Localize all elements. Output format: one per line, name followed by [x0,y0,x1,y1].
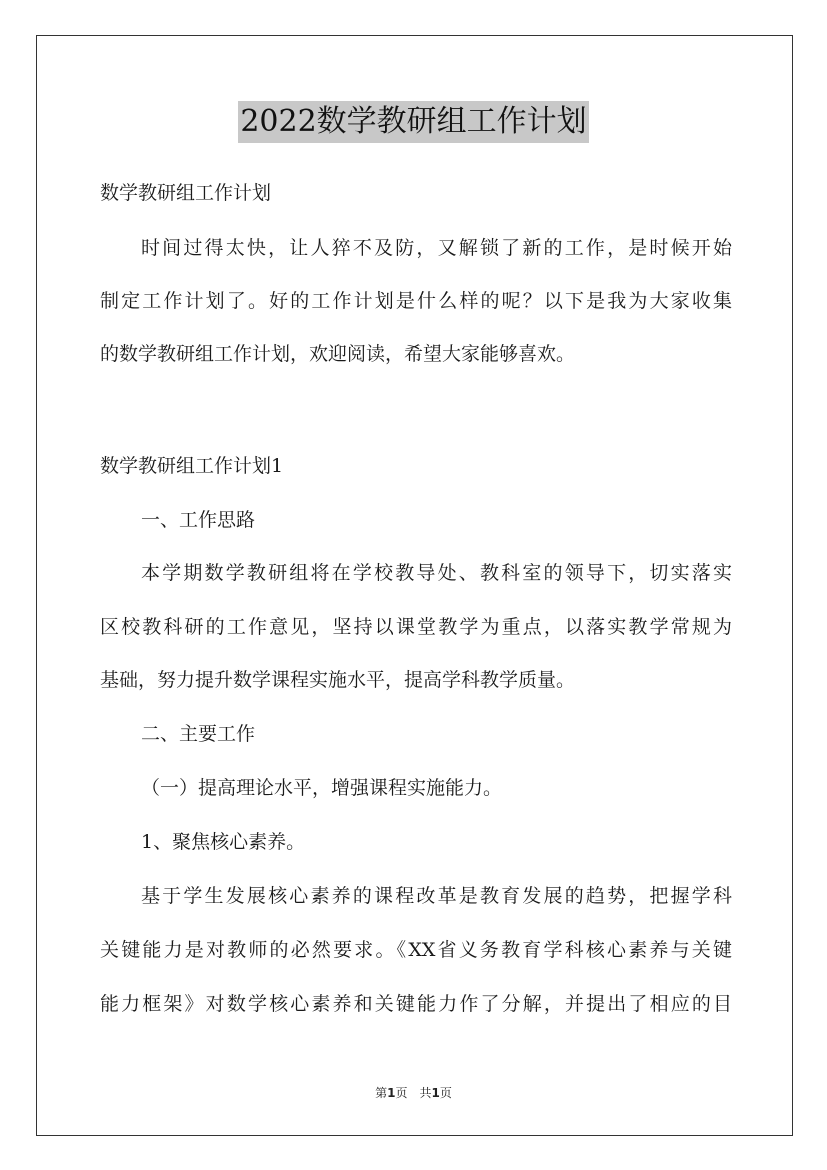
paragraph-line: 能力框架》对数学核心素养和关键能力作了分解，并提出了相应的目 [100,993,732,1015]
document-title: 2022数学教研组工作计划 [238,101,588,143]
paragraph-line: 基础，努力提升数学课程实施水平，提高学科教学质量。 [100,669,576,691]
paragraph-line: 关键能力是对教师的必然要求。《XX省义务教育学科核心素养与关键 [100,939,732,961]
section-heading: 数学教研组工作计划 [100,182,272,204]
total-suffix: 页 [439,1086,452,1100]
subsection-heading: 一、工作思路 [141,509,256,531]
paragraph-line: 的数学教研组工作计划，欢迎阅读，希望大家能够喜欢。 [100,343,576,365]
page-prefix: 第 [375,1086,388,1100]
paragraph-line: 本学期数学教研组将在学校教导处、教科室的领导下，切实落实 [141,562,732,584]
paragraph-line: 区校教科研的工作意见，坚持以课堂教学为重点，以落实教学常规为 [100,616,732,638]
paragraph-line: 时间过得太快，让人猝不及防，又解锁了新的工作，是时候开始 [141,237,732,259]
paragraph-line: 基于学生发展核心素养的课程改革是教育发展的趋势，把握学科 [141,885,732,907]
page-footer [0,1084,827,1101]
page-current: 1 [387,1086,396,1100]
paragraph-line: 制定工作计划了。好的工作计划是什么样的呢？以下是我为大家收集 [100,290,732,312]
page-suffix: 页 [395,1086,408,1100]
total-prefix: 共 [419,1086,432,1100]
title-container [0,101,827,143]
page-total: 1 [431,1086,440,1100]
section-heading: 数学教研组工作计划1 [100,455,284,477]
subsection-heading: （一）提高理论水平，增强课程实施能力。 [141,777,503,799]
subsection-heading: 1、聚焦核心素养。 [141,831,306,853]
subsection-heading: 二、主要工作 [141,723,256,745]
